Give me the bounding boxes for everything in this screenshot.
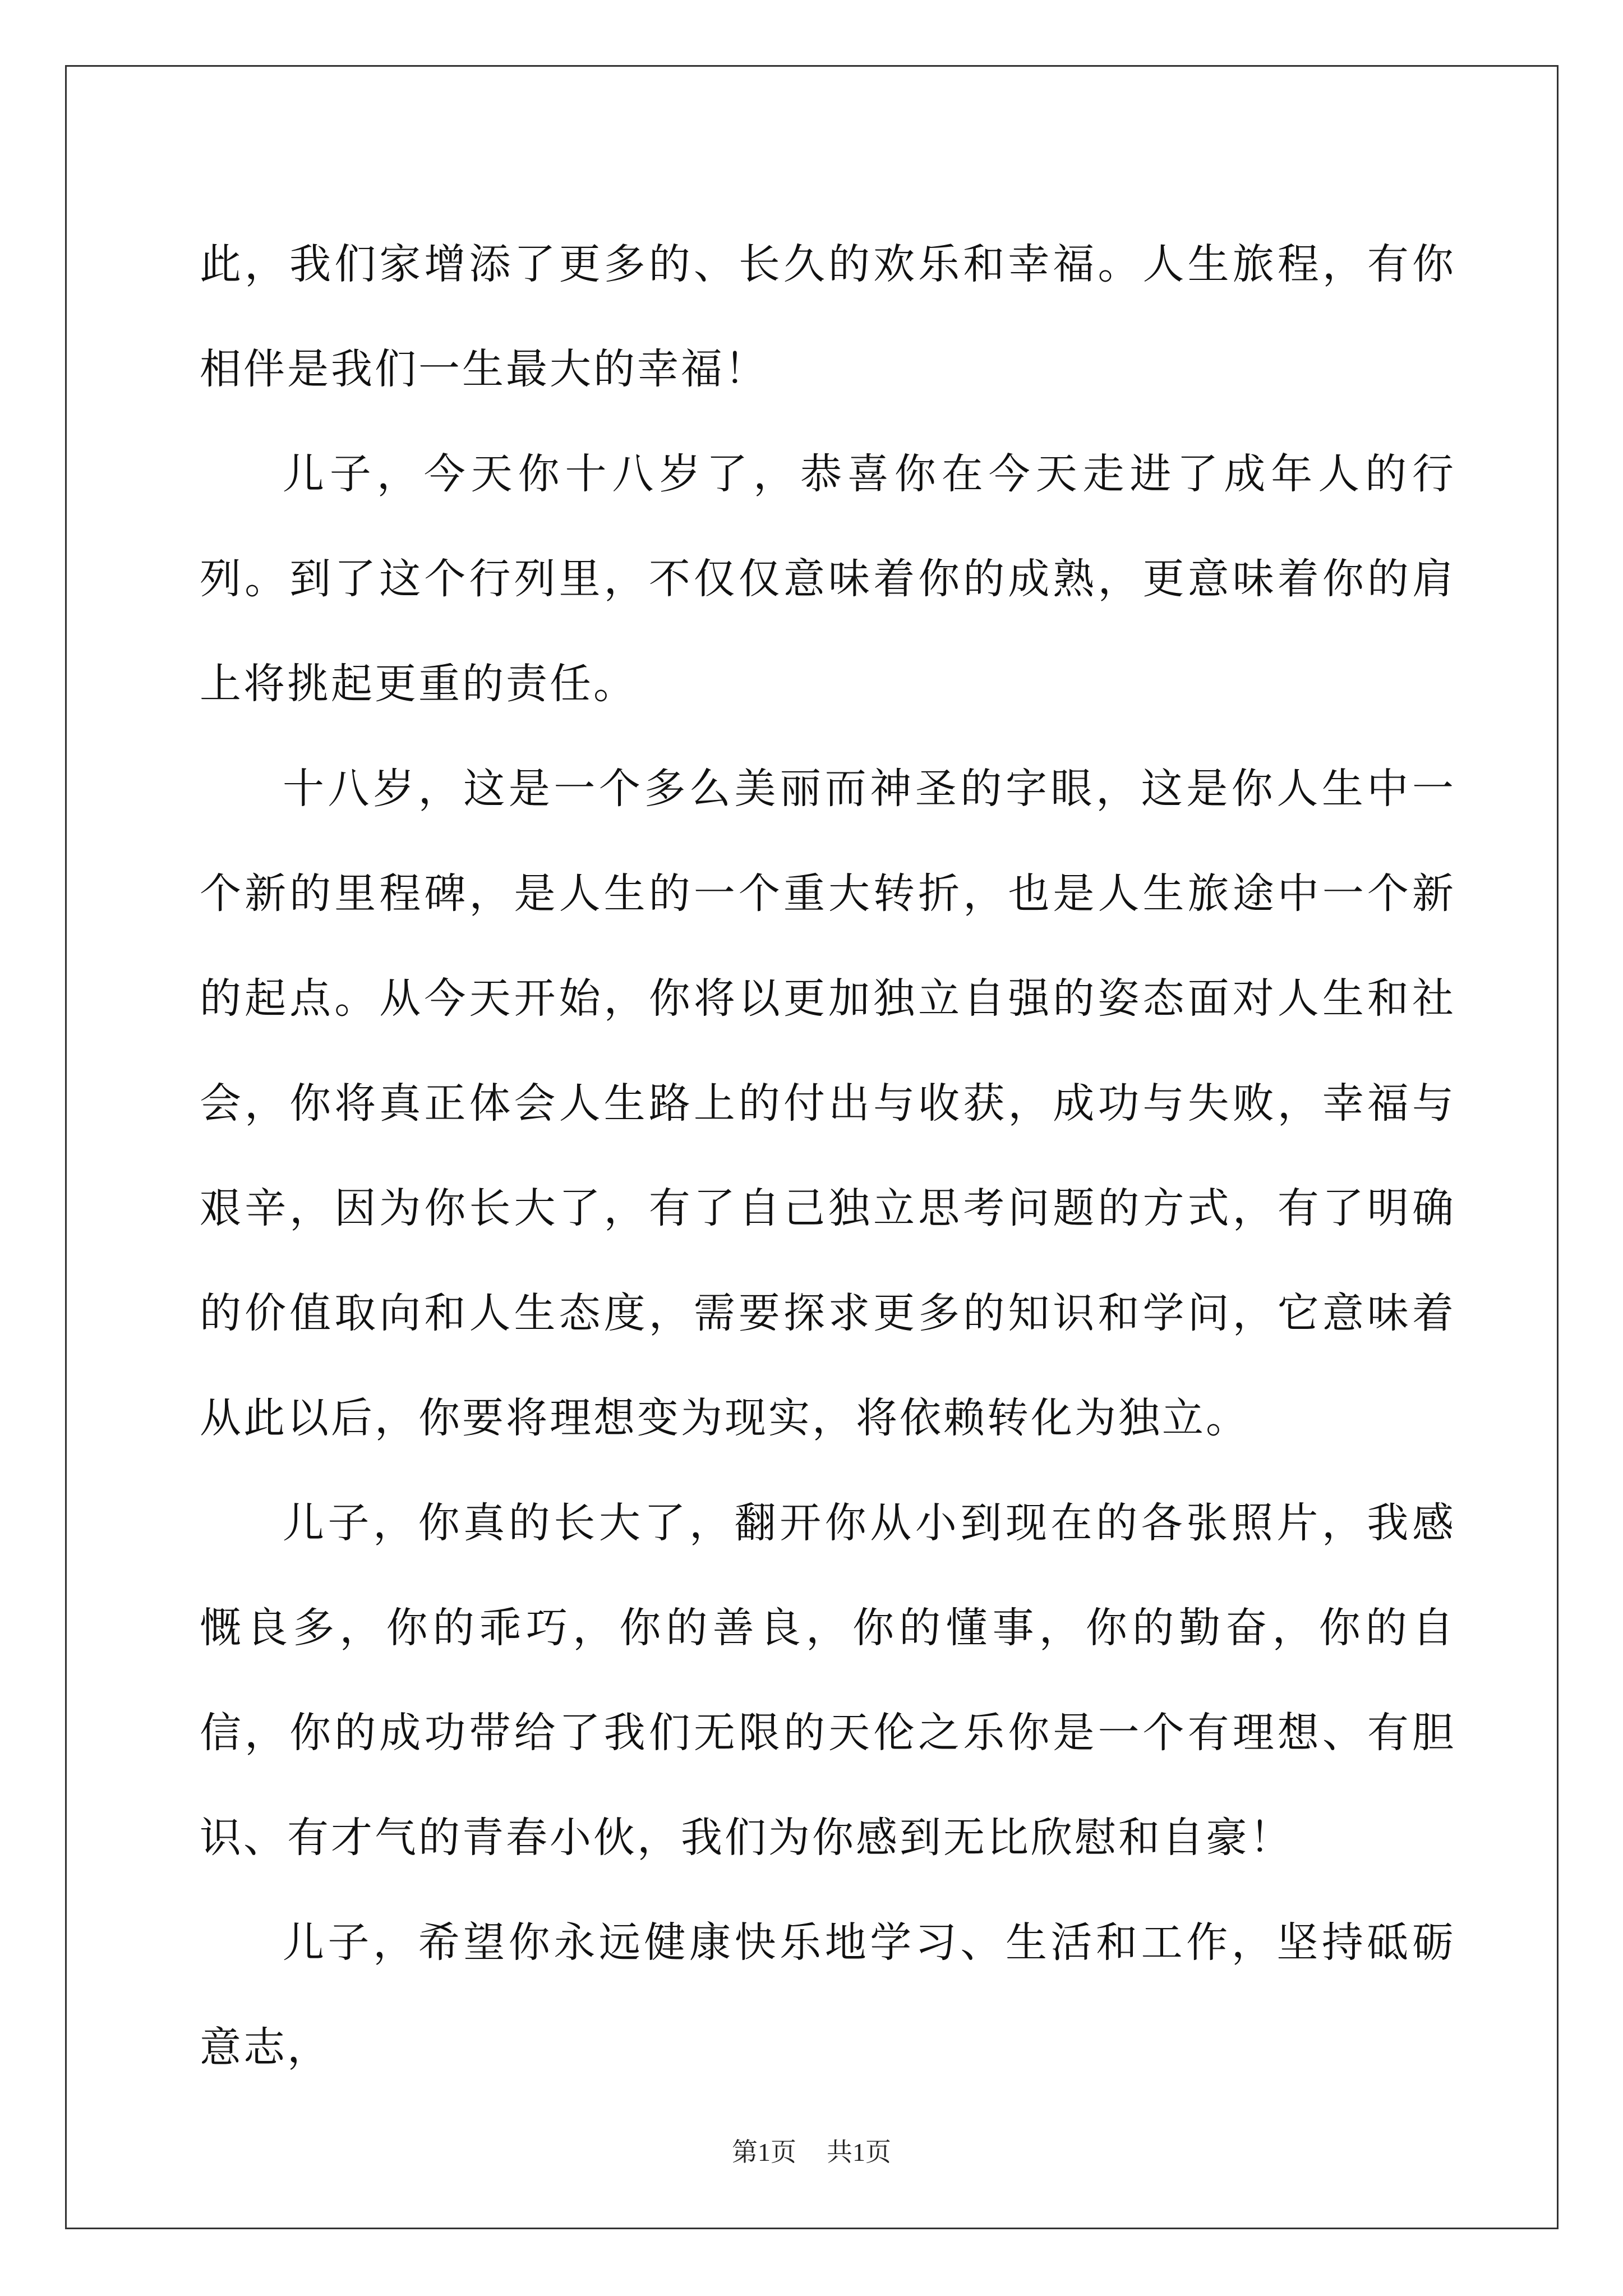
document-body bbox=[200, 212, 1456, 2100]
page-number: 第1页 bbox=[732, 2138, 796, 2166]
paragraph: 十八岁，这是一个多么美丽而神圣的字眼，这是你人生中一个新的里程碑，是人生的一个重大转折，也是人生旅途中一个新的起点。从今天开始，你将以更加独立自强的姿态面对人生和社会，你将真正体会人生路上的付出与收获，成功与失败，幸福与艰辛，因为你长大了，有了自己独立思考问题的方式，有了明确的价值取向和人生态度，需要探求更多的知识和学问，它意味着从此以后，你要将理想变为现实，将依赖转化为独立。 bbox=[200, 765, 1456, 1442]
paragraph: 儿子，你真的长大了，翻开你从小到现在的各张照片，我感慨良多，你的乖巧，你的善良，你的懂事，你的勤奋，你的自信，你的成功带给了我们无限的天伦之乐你是一个有理想、有胆识、有才气的青春小伙，我们为你感到无比欣慰和自豪！ bbox=[200, 1499, 1456, 1862]
page-total: 共1页 bbox=[827, 2138, 891, 2166]
page-footer bbox=[0, 2132, 1623, 2169]
paragraph: 此，我们家增添了更多的、长久的欢乐和幸福。人生旅程，有你相伴是我们一生最大的幸福！ bbox=[200, 240, 1456, 393]
paragraph: 儿子，今天你十八岁了，恭喜你在今天走进了成年人的行列。到了这个行列里，不仅仅意味着你的成熟，更意味着你的肩上将挑起更重的责任。 bbox=[200, 450, 1456, 708]
paragraph: 儿子，希望你永远健康快乐地学习、生活和工作，坚持砥砺意志， bbox=[200, 1918, 1456, 2072]
